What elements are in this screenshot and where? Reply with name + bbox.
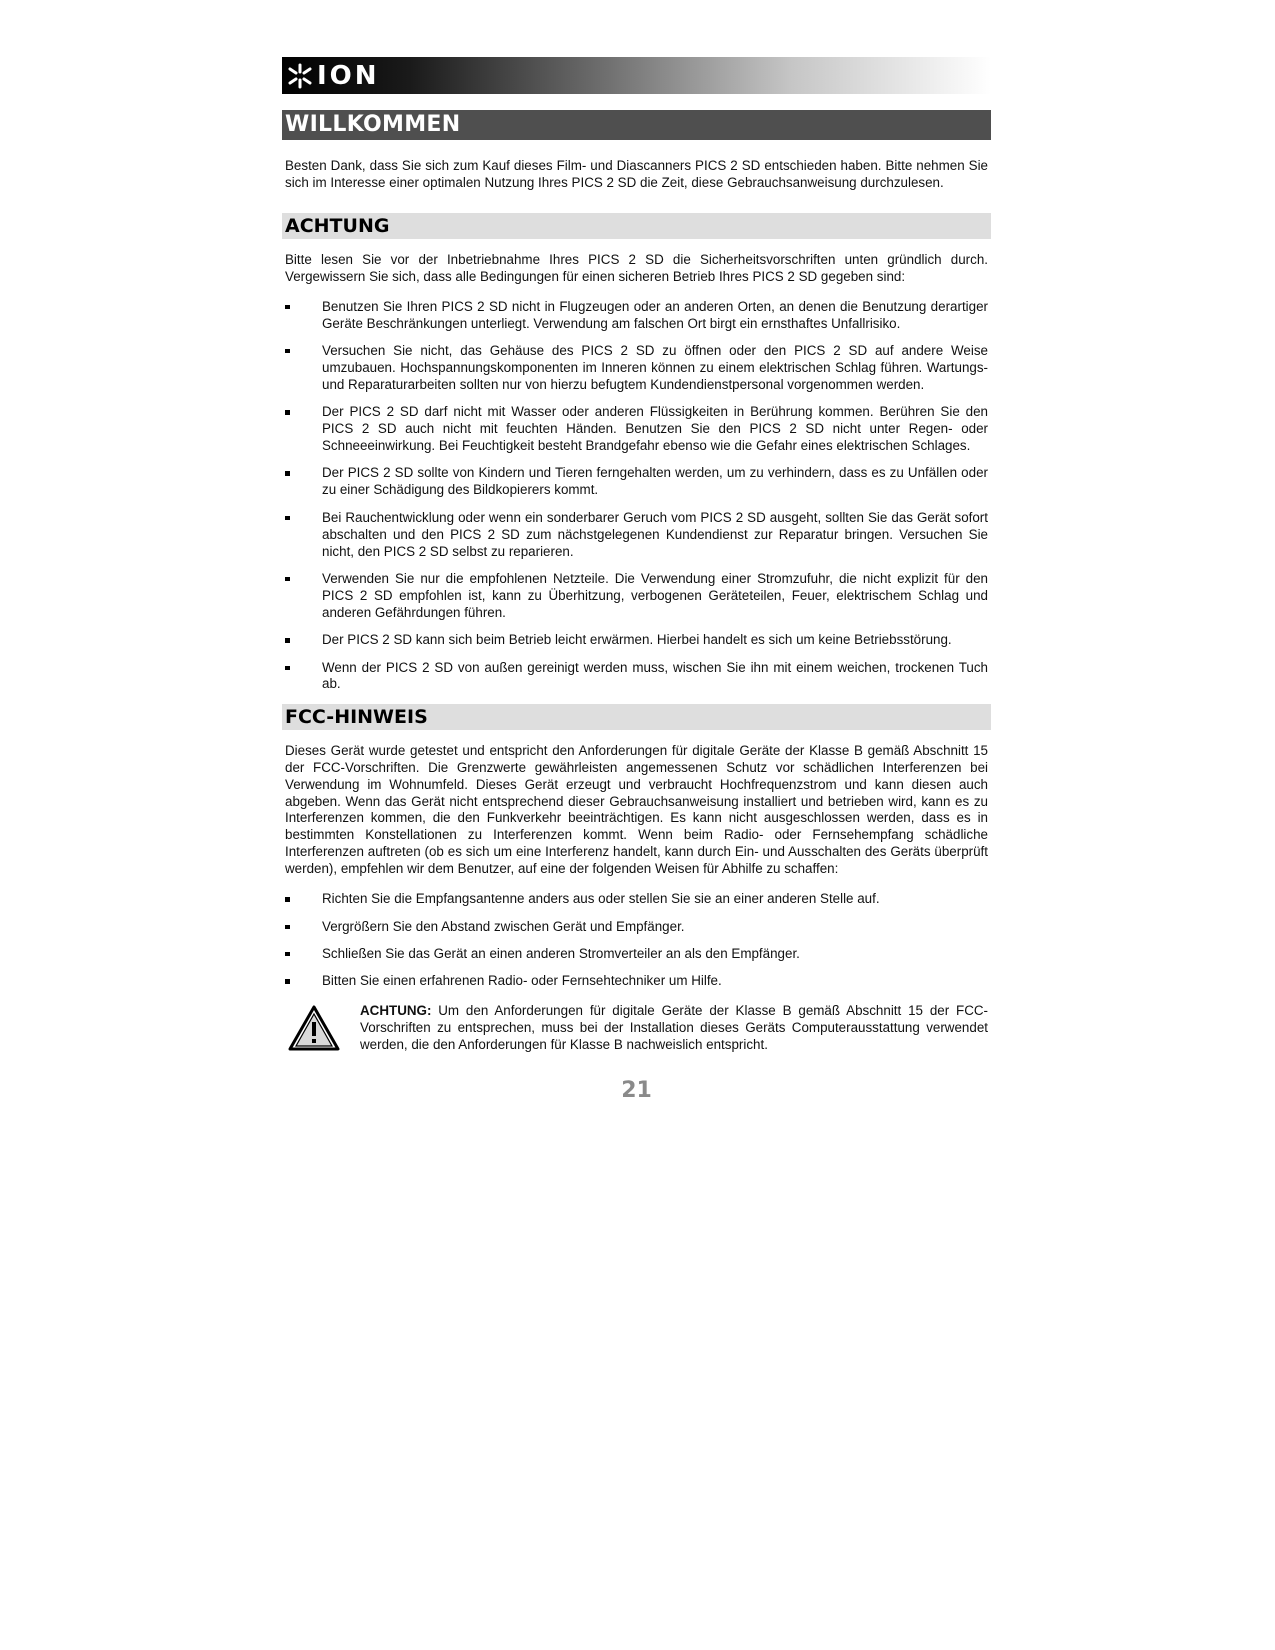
bullet-square-icon — [285, 410, 290, 415]
safety-item-text: Bei Rauchentwicklung oder wenn ein sonderbarer Geruch vom PICS 2 SD ausgeht, sollten Sie das Gerät sofort abschalten und den PICS 2 SD zum nächstgelegenen Kundendienst zur Reparatur bringen. Versuchen Sie nicht, den PICS 2 SD selbst zu reparieren. — [322, 509, 988, 559]
safety-item-text: Verwenden Sie nur die empfohlenen Netzteile. Die Verwendung einer Stromzufuhr, die nicht explizit für den PICS 2 SD empfohlen ist, kann zu Überhitzung, verbogenen Geräteteilen, Feuer, elektrischem Schlag und anderen Gefährdungen führen. — [322, 570, 988, 620]
fcc-list-item — [282, 891, 991, 908]
fcc-list-item — [282, 946, 991, 963]
fcc-item-text: Bitten Sie einen erfahrenen Radio- oder Fernsehtechniker um Hilfe. — [322, 973, 722, 989]
safety-list-item — [282, 510, 991, 561]
fcc-item-text: Vergrößern Sie den Abstand zwischen Gerät und Empfänger. — [322, 918, 685, 934]
safety-item-text: Der PICS 2 SD sollte von Kindern und Tieren ferngehalten werden, um zu verhindern, dass es zu Unfällen oder zu einer Schädigung des Bildkopierers kommt. — [322, 465, 988, 498]
bullet-square-icon — [285, 349, 290, 354]
page-number: 21 — [621, 1077, 652, 1103]
bullet-square-icon — [285, 305, 290, 310]
intro-paragraph: Besten Dank, dass Sie sich zum Kauf dieses Film- und Diascanners PICS 2 SD entschieden haben. Bitte nehmen Sie sich im Interesse einer optimalen Nutzung Ihres PICS 2 SD die Zeit, diese Gebrauchsanweisung durchzulesen. — [285, 158, 988, 190]
section-title-willkommen: WILLKOMMEN — [282, 110, 991, 140]
brand-header-bar — [282, 57, 991, 94]
fcc-list-item — [282, 973, 991, 990]
fcc-warning-text — [360, 1003, 991, 1054]
warning-triangle-icon — [288, 1005, 340, 1051]
bullet-square-icon — [285, 666, 290, 671]
bullet-square-icon — [285, 979, 290, 984]
fcc-item-text: Schließen Sie das Gerät an einen anderen Stromverteiler an als den Empfänger. — [322, 945, 800, 961]
bullet-square-icon — [285, 516, 290, 521]
safety-list-item — [282, 660, 991, 694]
section-title-fcc-hinweis: FCC-HINWEIS — [282, 704, 991, 730]
safety-item-text: Benutzen Sie Ihren PICS 2 SD nicht in Flugzeugen oder an anderen Orten, an denen die Benutzung derartiger Geräte Beschränkungen unterliegt. Verwendung am falschen Ort birgt ein ernsthaftes Unfallrisiko. — [322, 298, 988, 331]
bullet-square-icon — [285, 925, 290, 930]
brand-logo — [287, 60, 380, 91]
section-title-achtung: ACHTUNG — [282, 213, 991, 239]
fcc-item-text: Richten Sie die Empfangsantenne anders aus oder stellen Sie sie an einer anderen Stelle auf. — [322, 891, 880, 907]
safety-intro-paragraph: Bitte lesen Sie vor der Inbetriebnahme Ihres PICS 2 SD die Sicherheitsvorschriften unten gründlich durch. Vergewissern Sie sich, dass alle Bedingungen für einen sicheren Betrieb Ihres PICS 2 SD gegeben sind: — [285, 251, 988, 284]
safety-list-item — [282, 632, 991, 649]
fcc-list-item — [282, 919, 991, 936]
safety-list-item — [282, 343, 991, 394]
brand-wordmark: ION — [317, 60, 380, 91]
safety-item-text: Der PICS 2 SD darf nicht mit Wasser oder anderen Flüssigkeiten in Berührung kommen. Berühren Sie den PICS 2 SD auch nicht mit feuchten Händen. Benutzen Sie den PICS 2 SD nicht unter Regen- oder Schneeeinwirkung. Bei Feuchtigkeit besteht Brandgefahr ebenso wie die Gefahr eines elektrischen Schlages. — [322, 404, 988, 453]
safety-list-item — [282, 571, 991, 622]
bullet-square-icon — [285, 577, 290, 582]
fcc-remedy-list — [282, 891, 991, 990]
ion-star-icon — [287, 63, 313, 89]
safety-item-text: Der PICS 2 SD kann sich beim Betrieb leicht erwärmen. Hierbei handelt es sich um keine Betriebsstörung. — [322, 632, 952, 648]
warning-body: Um den Anforderungen für digitale Geräte der Klasse B gemäß Abschnitt 15 der FCC-Vorschriften zu entsprechen, muss bei der Installation dieses Geräts Computerausstattung verwendet werden, die den Anforderungen für Klasse B nachweislich entspricht. — [360, 1003, 988, 1053]
bullet-square-icon — [285, 638, 290, 643]
safety-list-item — [282, 404, 991, 455]
safety-item-text: Versuchen Sie nicht, das Gehäuse des PICS 2 SD zu öffnen oder den PICS 2 SD auf andere Weise umzubauen. Hochspannungskomponenten im Inneren können zu einem elektrischen Schlag führen. Wartungs- und Reparaturarbeiten sollten nur von hierzu befugtem Kundendienstpersonal vorgenommen werden. — [322, 342, 988, 392]
safety-list — [282, 299, 991, 694]
bullet-square-icon — [285, 897, 290, 902]
fcc-warning-box — [282, 1003, 991, 1054]
bullet-square-icon — [285, 471, 290, 476]
safety-list-item — [282, 465, 991, 499]
manual-page — [282, 57, 991, 1103]
bullet-square-icon — [285, 952, 290, 957]
safety-item-text: Wenn der PICS 2 SD von außen gereinigt werden muss, wischen Sie ihn mit einem weichen, trockenen Tuch ab. — [322, 659, 988, 692]
safety-list-item — [282, 299, 991, 333]
warning-label: ACHTUNG: — [360, 1003, 432, 1019]
fcc-paragraph: Dieses Gerät wurde getestet und entspricht den Anforderungen für digitale Geräte der Klasse B gemäß Abschnitt 15 der FCC-Vorschriften. Die Grenzwerte gewährleisten angemessenen Schutz vor schädlichen Interferenzen bei Verwendung im Wohnumfeld. Dieses Gerät erzeugt und verbraucht Hochfrequenzstrom und kann diesen auch abgeben. Wenn das Gerät nicht entsprechend dieser Gebrauchsanweisung installiert und betrieben wird, kann es zu Interferenzen kommen, die den Funkverkehr beeinträchtigen. Es kann nicht ausgeschlossen werden, dass es in bestimmten Konstellationen zu Interferenzen kommt. Wenn beim Radio- oder Fernsehempfang schädliche Interferenzen auftreten (ob es sich um eine Interferenz handelt, kann durch Ein- und Ausschalten des Geräts überprüft werden), empfehlen wir dem Benutzer, auf eine der folgenden Weisen für Abhilfe zu schaffen: — [285, 742, 988, 877]
